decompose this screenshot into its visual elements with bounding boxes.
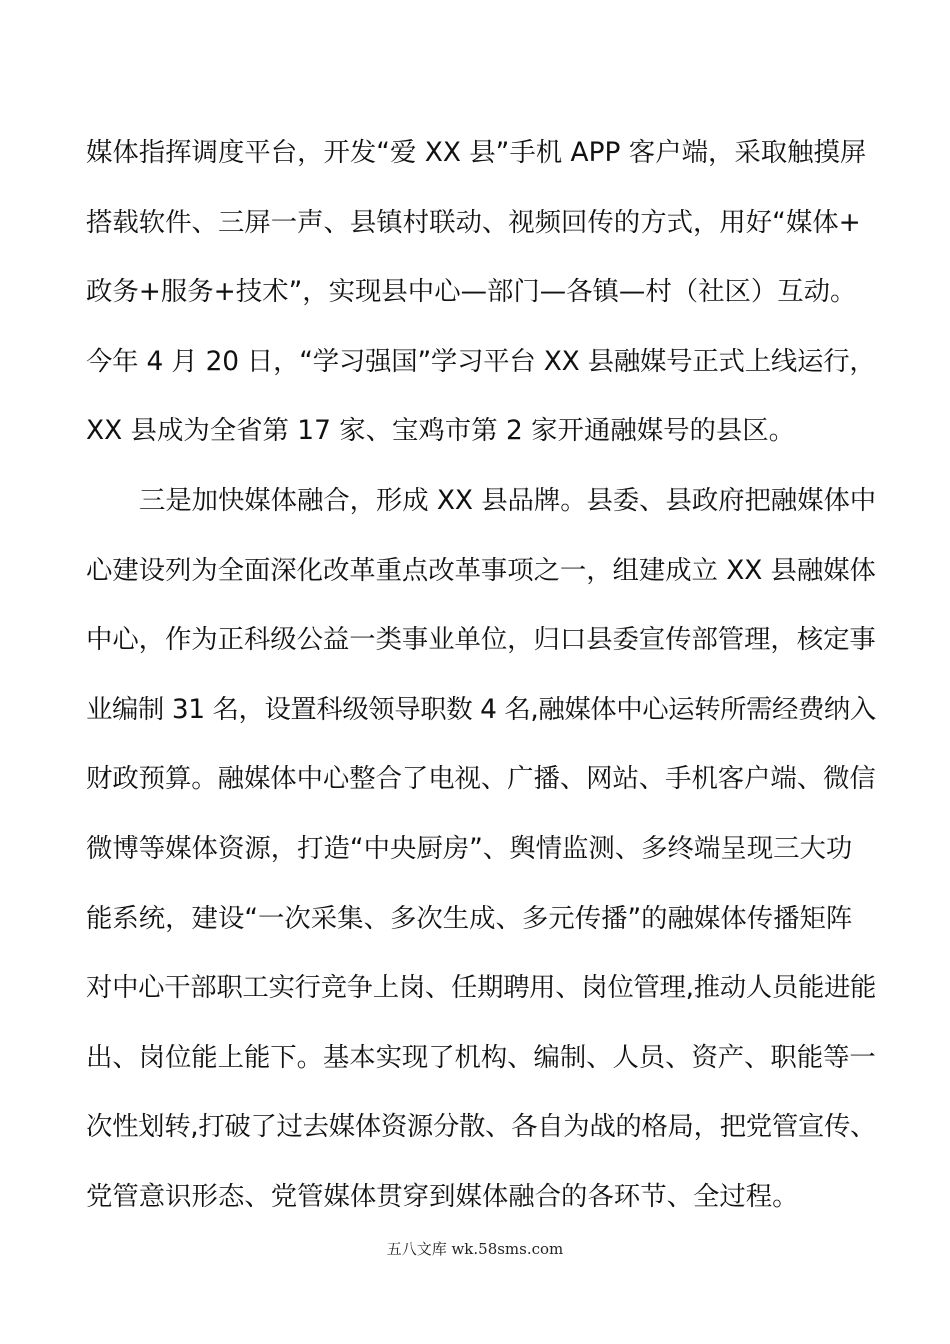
text-line: 对中心干部职工实行竞争上岗、任期聘用、岗位管理,推动人员能进能 xyxy=(86,972,877,1004)
text-line: 出、岗位能上能下。基本实现了机构、编制、人员、资产、职能等一 xyxy=(86,1041,876,1073)
text-line: 微博等媒体资源，打造“中央厨房”、舆情监测、多终端呈现三大功 xyxy=(86,832,853,864)
text-line: 党管意识形态、党管媒体贯穿到媒体融合的各环节、全过程。 xyxy=(86,1180,799,1212)
text-line: XX 县成为全省第 17 家、宝鸡市第 2 家开通融媒号的县区。 xyxy=(86,415,796,447)
text-line: 三是加快媒体融合，形成 XX 县品牌。县委、县政府把融媒体中 xyxy=(139,484,877,516)
paragraph-2 xyxy=(86,466,876,1232)
text-line: 中心，作为正科级公益一类事业单位，归口县委宣传部管理，核定事 xyxy=(86,624,876,656)
text-line: 搭载软件、三屏一声、县镇村联动、视频回传的方式，用好“媒体+ xyxy=(86,206,861,238)
text-line: 媒体指挥调度平台，开发“爱 XX 县”手机 APP 客户端，采取触摸屏 xyxy=(86,137,867,168)
text-line: 今年 4 月 20 日，“学习强国”学习平台 XX 县融媒号正式上线运行， xyxy=(86,345,876,377)
text-line: 能系统，建设“一次采集、多次生成、多元传播”的融媒体传播矩阵 xyxy=(86,902,853,934)
text-line: 业编制 31 名，设置科级领导职数 4 名,融媒体中心运转所需经费纳入 xyxy=(86,693,876,725)
text-line: 财政预算。融媒体中心整合了电视、广播、网站、手机客户端、微信 xyxy=(86,763,876,795)
page-footer: 五八文库 wk.58sms.com xyxy=(386,1240,564,1258)
text-line: 政务+服务+技术”，实现县中心—部门—各镇—村（社区）互动。 xyxy=(86,276,857,308)
text-line: 心建设列为全面深化改革重点改革事项之一，组建成立 XX 县融媒体 xyxy=(86,554,876,586)
paragraph-1 xyxy=(86,118,876,466)
body-text xyxy=(86,118,876,1232)
text-line: 次性划转,打破了过去媒体资源分散、各自为战的格局，把党管宣传、 xyxy=(86,1111,877,1143)
